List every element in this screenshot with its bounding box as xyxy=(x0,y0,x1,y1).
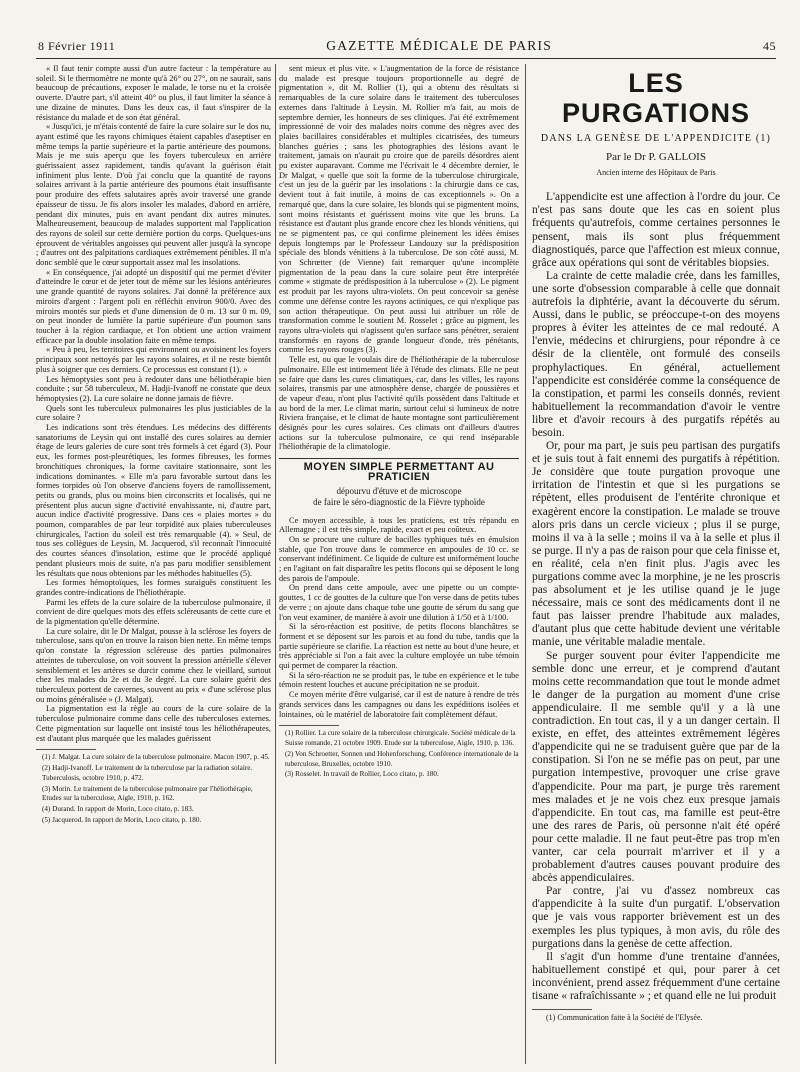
column-middle xyxy=(279,64,519,1064)
article-subheadline: DANS LA GENÈSE DE L'APPENDICITE (1) xyxy=(540,133,772,144)
paragraph: Il s'agit d'un homme d'une trentaine d'années, habituellement constipé et qui, pour parer à cet inconvénient, prend assez fréquemment d'une certaine tisane « rafraîchissante » ; et quand elle ne lui produit xyxy=(532,950,780,1002)
footnote: (1) J. Malgat. La cure solaire de la tuberculose pulmonaire. Macon 1907, p. 45. xyxy=(42,753,270,762)
journal-title: GAZETTE MÉDICALE DE PARIS xyxy=(326,38,552,53)
paragraph: On prend dans cette ampoule, avec une pipette ou un compte-gouttes, 1 cc de gouttes de la culture que l'on verse dans de petits tubes de verre ; on ajoute dans chaque tube une goutte de sérum du sang que l'on veut examiner, de manière à avoir une dilution à 1/50 et à 1/100. xyxy=(279,583,519,622)
article-title: MOYEN SIMPLE PERMETTANT AU PRATICIEN xyxy=(303,461,495,483)
footnote: (1) Rollier. La cure solaire de la tuberculose chirurgicale. Société médicale de la Suisse romande, 21 octobre 1909. Etude sur la tuberculose, Aigle, 1910, p. 136. xyxy=(285,729,516,748)
column-right xyxy=(532,64,780,1064)
footnote: (2) Von Schroetter, Sonnen und Hohenforschung, Conférence internationale de la tuberculose, Bruxelles, octobre 1910. xyxy=(285,749,519,768)
paragraph: « Peu à peu, les territoires qui environnent ou avoisinent les foyers principaux sont nettoyés par les rayons solaires, et il ne reste bientôt plus à soigner que ces derniers. Ce processus est constant (1). » xyxy=(36,345,271,374)
footnote: (2) Hadji-Ivanoff. Le traitement de la tuberculose par la radiation solaire. Tuberculosis, octobre 1910, p. 472. xyxy=(42,764,253,782)
column-left xyxy=(36,64,271,1064)
paragraph: « Il faut tenir compte aussi d'un autre facteur : la température au soleil. Si le thermomètre ne monte qu'à 26° ou 27°, on ne saurait, sans beaucoup de précautions, exposer le malade, le torse nu et la croisée ouverte. D'autre part, s'il atteint 40° ou plus, il faut limiter la séance à une dizaine de minutes. Dans les deux cas, il faut s'inspirer de la résistance du malade et de son état général. xyxy=(36,64,271,122)
footnote-rule xyxy=(532,1009,592,1010)
paragraph: Les formes hémoptoïques, les formes suraiguës constituent les grandes contre-indications de l'héliothérapie. xyxy=(36,578,271,597)
paragraph: Ce moyen mérite d'être vulgarisé, car il est de nature à rendre de très grands services dans les campagnes ou dans les expéditions isolées et lointaines, où le matériel de laboratoire fait complètement défaut. xyxy=(279,690,519,719)
author-affiliation: Ancien interne des Hôpitaux de Paris xyxy=(596,168,716,178)
paragraph: L'appendicite est une affection à l'ordre du jour. Ce n'est pas sans doute que les cas en soient plus fréquents qu'autrefois, comme certaines personnes le pensent, mais ils sont plus fréquemment diagnostiqués, parce que l'affection est mieux connue, grâce aux opérations qui sont de véritables biopsies. xyxy=(532,191,780,269)
footnote: (4) Durand. In rapport de Morin, Loco citato, p. 183. xyxy=(42,805,194,814)
paragraph: sent mieux et plus vite. « L'augmentation de la force de résistance du malade est presque toujours proportionnelle au degré de pigmentation », dit M. Rollier (1), qui a obtenu des résultats si remarquables de la cure solaire dans le traitement des tuberculoses externes dans l'altitude à Leysin. M. Rollier m'a fait, au mois de septembre dernier, les honneurs de ses cliniques. J'ai été extrêmement impressionné de voir des malades noirs comme des nègres avec des plaies bacillaires considérables et multiples cicatrisées, des tumeurs blanches guéries ; sans les photographies des lésions avant le traitement, jamais on n'aurait pu croire que de pareils désordres aient pu exister auparavant. Comme me l'écrivait le 4 décembre dernier, le Dr Malgat, « quelle que soit la forme de la tuberculose chirurgicale, c'est un jeu de la guérir par les insolations : la chirurgie dans ce cas, devient tout à fait inutile, à moins de cas exceptionnels ». On a remarqué que, dans la cure solaire, les blonds qui se pigmentent moins, sont moins résistants et guérissent moins vite que les bruns. La résistance est d'autant plus grande encore chez les blonds vénitiens, qui ne se pigmentent pas, ce qui confirme pleinement les idées émises depuis longtemps par le Professeur Landouzy sur la prédisposition spéciale des blonds vénitiens à la tuberculose. De son côté aussi, M. von Schrœtter (de Vienne) fait remarquer qu'une incomplète pigmentation de la peau dans la cure solaire peut être interprétée comme « stigmate de prédisposition à la tuberculose » (2). Le pigment est produit par les rayons ultra-violets. On peut concevoir sa genèse comme une défense contre les rayons actiniques, ce qui n'explique pas son action thérapeutique. On peut aussi lui attribuer un rôle de transformation comme le soutient M. Rosselet ; grâce au pigment, les rayons ultra-violets qui n'agissent qu'en surface sans pénétrer, seraient transformés en rayons de grande longueur d'onde, très pénétants, comme les rayons rouges (3). xyxy=(279,64,519,355)
running-header xyxy=(38,38,776,56)
article-subtitle-line: de faire le séro-diagnostic de la Fièvre typhoïde xyxy=(313,496,485,507)
footnote: (3) Rosselet. In travail de Rollier, Loco citato, p. 180. xyxy=(285,770,439,779)
paragraph: Les indications sont très étendues. Les médecins des différents sanatoriums de Leysin qui ont installé des cures solaires au dernier étage de leurs galeries de cure sont très formels à cet égard (3). Pour eux, les formes post-pleurétiques, les formes fibreuses, les formes bronchitiques chroniques, la forme cavitaire stationnaire, sont les indications dominantes. « Elle m'a paru favorable surtout dans les formes torpides où l'on observe d'anciens foyers de ramollissement, petits ou grands, plus ou moins bien circonscrits et localisés, qui ne présentent plus aucun signe d'activité envahissante, ni, d'autre part, aucun indice d'activité progressive. Dans ces « plaies mortes » du poumon, comparables de par leur torpidité aux plaies tuberculeuses chirurgicales, l'action du soleil est très remarquable (4). » Seul, de tous ses collègues de Leysin, M. Jacquerod, s'il reconnaît l'innocuité des courtes séances d'insolation, estime que le procédé appliqué pendant plusieurs mois de suite, n'a pas paru modifier sensiblement les résultats que nous obtenions par les méthodes habituelles (5). xyxy=(36,423,271,578)
footnotes xyxy=(532,1013,780,1023)
header-date: 8 Février 1911 xyxy=(38,39,116,53)
paragraph: Se purger souvent pour éviter l'appendicite me semble donc une erreur, et je comprend d'autant moins cette recommandation que tout le monde admet le danger de la purgation au moment d'une crise appendiculaire. Il me semble qu'il y a là une contradiction. En tout cas, il y a un danger certain. Il existe, en effet, des atteintes extrêmement légères d'appendicite qui ne se traduisent guère que par de la constipation. Si l'on ne se méfie pas on peut, par une purgation intempestive, provoquer une crise grave d'appendicite. Pour ma part, je purge très rarement mes malades et je ne vois chez eux presque jamais d'appendicite. En tout cas, ma famille est peut-être une des rares de Paris, où personne n'ait été opéré pour cette maladie. Il ne faut peut-être pas trop m'en vanter, car cela pourrait m'arriver et il y a probablement d'autres causes pouvant produire des abcès appendiculaires. xyxy=(532,649,780,885)
column-separator xyxy=(275,64,276,1064)
paragraph: La pigmentation est la règle au cours de la cure solaire de la tuberculose pulmonaire comme dans celle des tuberculoses externes. Cette pigmentation sur laquelle ont insisté tous les héliothérapeutes, est d'autant plus marquée que les malades guérissent xyxy=(36,704,271,743)
header-rule xyxy=(36,58,776,59)
paragraph: La crainte de cette maladie crée, dans les familles, une sorte d'obsession comparable à celle que donnait autrefois la diphtérie, avant la découverte du sérum. Aussi, dans le public, se préoccupe-t-on des moyens propres à éviter les atteintes de ce mal redouté. A l'envie, médecins et chirurgiens, pour répondre à ce désir de la clientèle, ont formulé des conseils prophylactiques. En général, actuellement l'appendicite est considérée comme la conséquence de la constipation, et parmi les conseils donnés, revient habituellement la recommandation d'avoir le ventre libre et d'avoir recours à des purgatifs répétés au besoin. xyxy=(532,269,780,439)
footnote-rule xyxy=(279,725,339,726)
paragraph: Les hémoptysies sont peu à redouter dans une héliothérapie bien conduite ; sur 58 tuberculeux, M. Hadji-Ivanoff ne constate que deux hémoptysies (2). La cure solaire ne donne jamais de fièvre. xyxy=(36,374,271,403)
footnote-rule xyxy=(36,749,96,750)
paragraph: La cure solaire, dit le Dr Malgat, pousse à la sclérose les foyers de tuberculose, sans qu'on en trouve la raison bien nette. En même temps qu'on constate la régression scléreuse des parties pulmonaires atteintes de tuberculose, on voit souvent la pression artérielle s'élever sensiblement et les artères se durcir comme chez le vieillard, surtout chez les malades du 2e et du 3e degré. La cure solaire guérit des tuberculeux portent de cavernes, souvent au prix « d'une sclérose plus ou moins généralisée » (J. Malgat). xyxy=(36,626,271,704)
paragraph: Si la séro-réaction ne se produit pas, le tube en expérience et le tube témoin restent louches et aucune précipitation ne se produit. xyxy=(279,670,519,690)
paragraph: Quels sont les tuberculeux pulmonaires les plus justiciables de la cure solaire ? xyxy=(36,403,271,423)
footnote: (1) Communication faite à la Société de l'Elysée. xyxy=(546,1013,703,1023)
footnote: (5) Jacquerod. In rapport de Morin, Loco citato, p. 180. xyxy=(42,816,202,824)
paragraph: « En conséquence, j'ai adopté un dispositif qui me permet d'éviter d'atteindre le cœur et de jeter tout de même sur les lésions antérieures une grande quantité de rayons solaires. J'ai donné la préférence aux miroirs d'argent : l'argent poli en réfléchit environ 900/0. Avec des miroirs montés sur pieds et d'une dimension de 0 m. 13 sur 0 m. 09, on peut inonder de lumière la partie supérieure d'un poumon sans toucher à la région cardiaque, et l'on obtient une action vraiment efficace par la double insolation faite en même temps. xyxy=(36,267,271,345)
page-number: 45 xyxy=(763,39,776,53)
footnotes xyxy=(279,729,519,780)
article-headline: LES PURGATIONS xyxy=(561,68,750,128)
article-subtitle xyxy=(279,486,519,508)
footnotes xyxy=(36,753,271,826)
paragraph: Parmi les effets de la cure solaire de la tuberculose pulmonaire, il convient de dire quelques mots des effets scléreusants de cette cure et de la pigmentation qu'elle détermine. xyxy=(36,597,271,627)
paragraph: On se procure une culture de bacilles typhiques tués en émulsion stable, que l'on trouve dans le commerce en ampoules de 10 cc. se conservant indéfiniment. Ce liquide de culture est uniformément louche ; en l'agitant on fait disparaître les petits flocons qui se déposent le long des parois de l'ampoule. xyxy=(279,534,519,583)
article-subtitle-line: dépourvu d'étuve et de microscope xyxy=(336,485,462,496)
paragraph: Telle est, ou que le voulais dire de l'héliothérapie de la tuberculose pulmonaire. Elle est intimement liée à l'étude des climats. Elle ne peut se faire que dans les cures climatiques, car, dans les villes, les rayons solaires, transmis par une atmosphère dense, chargée de poussières et de vapeur d'eau, n'ont plus l'activité qu'ils possèdent dans l'altitude et au bord de la mer. Le climat marin, surtout celui si lumineux de notre Riviera française, et le climat de haute montagne sont particulièrement désignés pour les cures solaires. Ces climats ont d'ailleurs d'autres actions sur la tuberculose pulmonaire, ce qui rend inséparable l'héliothérapie de la climatologie. xyxy=(279,355,519,452)
footnote: (3) Morin. Le traitement de la tuberculose pulmonaire par l'héliothérapie, Etudes sur la tuberculose, Aigle, 1910, p. 162. xyxy=(42,784,253,803)
paragraph: Si la séro-réaction est positive, de petits flocons blanchâtres se forment et se déposent sur les parois et au fond du tube, tandis que la partie supérieure se clarifie. La réaction est nette au bout d'une heure, et très appréciable si l'on a fait avec la culture employée un tube témoin qui permet de comparer la réaction. xyxy=(279,622,519,671)
article-separator xyxy=(279,458,519,459)
column-separator xyxy=(525,64,526,1064)
author-line: Par le Dr P. GALLOIS xyxy=(606,151,706,164)
paragraph: « Jusqu'ici, je m'étais contenté de faire la cure solaire sur le dos nu, ayant estimé que les rayons chimiques étaient capables d'aseptiser en même temps la partie supérieure et la partie antérieure des poumons. Mais je me suis aperçu que les foyers tuberculeux en arrière guérissaient assez rapidement, tandis qu'avant la guérison était infiniment plus lente. D'où j'ai conclu que la quantité de rayons solaires arrivant à la partie antérieure des poumons était insuffisante pour produire des effets salutaires après avoir traversé une grande épaisseur de tissu. Je fis alors insoler les malades, d'abord en arrière, pendant dix minutes, puis en avant pendant dix autres minutes. Malheureusement, beaucoup de malades supportent mal l'application des rayons de soleil sur cette dernière portion du corps. Quelques-uns éprouvent de véritables angoisses qui peuvent aller jusqu'à la syncope ; d'autres ont des palpitations cardiaques extrêmement pénibles. Il m'a donc semblé que le cœur supportait assez mal les insolations. xyxy=(36,122,271,268)
paragraph: Par contre, j'ai vu d'assez nombreux cas d'appendicite à la suite d'un purgatif. L'observation que je vais vous rapporter brièvement est un des exemples les plus typiques, à mon avis, du rôle des purgations dans la genèse de cette affection. xyxy=(532,885,780,950)
paragraph: Or, pour ma part, je suis peu partisan des purgatifs et je suis tout à fait ennemi des purgatifs à répétition. Je considère que toute purgation provoque une irritation de l'intestin et que si les purgations se répètent, elles produisent de l'entérite chronique et exagèrent encore la constipation. Le malade se trouve alors pris dans un cercle vicieux ; plus il se purge, moins il va à la selle ; moins il va à la selle et plus il se purge. Il n'y a pas de raison pour que cela finisse et, en réalité, cela n'en finit plus. J'agis avec les purgations comme avec la morphine, je ne les proscris pas absolument et je les utilise quand je le juge nécessaire, mais ce sont des médicaments dont il ne faut pas laisser prendre l'habitude aux malades, d'autant plus que cette habitude devient une véritable manie, une véritable maladie mentale. xyxy=(532,440,780,649)
paragraph: Ce moyen accessible, à tous les praticiens, est très répandu en Allemagne ; il est très simple, rapide, exact et peu coûteux. xyxy=(279,515,519,535)
